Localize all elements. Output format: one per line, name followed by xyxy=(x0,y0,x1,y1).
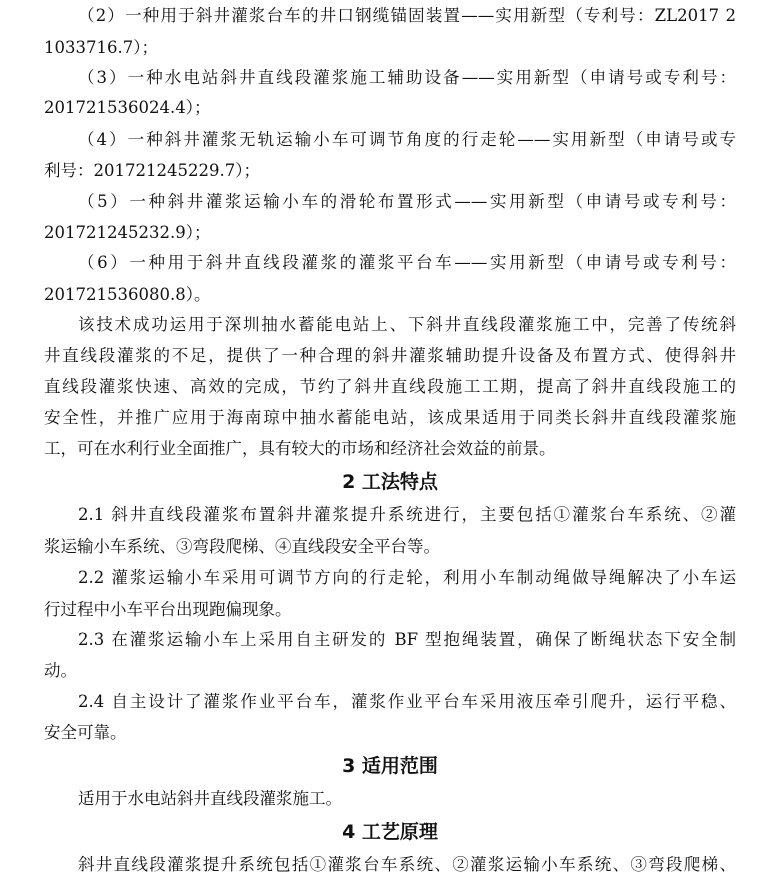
patent-2-line-1: （2）一种用于斜井灌浆台车的井口钢缆锚固装置——实用新型（专利号：ZL2017 2 xyxy=(78,6,736,25)
patent-3-line-1: （3）一种水电站斜井直线段灌浆施工辅助设备——实用新型（申请号或专利号： xyxy=(78,68,736,87)
summary-line-5: 工，可在水利行业全面推广，具有较大的市场和经济社会效益的前景。 xyxy=(44,439,556,458)
section-2-heading: 2 工法特点 xyxy=(342,471,438,493)
patent-6-line-2: 201721536080.8）。 xyxy=(44,285,211,304)
summary-line-2: 井直线段灌浆的不足，提供了一种合理的斜井灌浆辅助提升设备及布置方式、使得斜井 xyxy=(44,346,736,365)
feature-2-1-line-1: 2.1 斜井直线段灌浆布置斜井灌浆提升系统进行，主要包括①灌浆台车系统、②灌 xyxy=(78,505,736,524)
section-3-text: 适用于水电站斜井直线段灌浆施工。 xyxy=(78,789,342,808)
patent-3-line-2: 201721536024.4）； xyxy=(44,98,211,117)
summary-line-1: 该技术成功运用于深圳抽水蓄能电站上、下斜井直线段灌浆施工中，完善了传统斜 xyxy=(78,315,736,334)
summary-line-3: 直线段灌浆快速、高效的完成，节约了斜井直线段施工工期，提高了斜井直线段施工的 xyxy=(44,377,736,396)
section-4-text: 斜井直线段灌浆提升系统包括①灌浆台车系统、②灌浆运输小车系统、③弯段爬梯、 xyxy=(78,855,736,874)
feature-2-4-line-2: 安全可靠。 xyxy=(44,723,127,742)
patent-4-line-1: （4）一种斜井灌浆无轨运输小车可调节角度的行走轮——实用新型（申请号或专 xyxy=(78,130,736,149)
patent-5-line-2: 201721245232.9）； xyxy=(44,223,211,242)
section-4-heading: 4 工艺原理 xyxy=(342,821,438,843)
feature-2-3-line-1: 2.3 在灌浆运输小车上采用自主研发的 BF 型抱绳装置，确保了断绳状态下安全制 xyxy=(78,630,736,649)
patent-6-line-1: （6）一种用于斜井直线段灌浆的灌浆平台车——实用新型（申请号或专利号： xyxy=(78,253,736,272)
section-3-heading: 3 适用范围 xyxy=(342,755,438,777)
feature-2-2-line-1: 2.2 灌浆运输小车采用可调节方向的行走轮，利用小车制动绳做导绳解决了小车运 xyxy=(78,568,736,587)
summary-line-4: 安全性，并推广应用于海南琼中抽水蓄能电站，该成果适用于同类长斜井直线段灌浆施 xyxy=(44,408,736,427)
patent-2-line-2: 1033716.7）； xyxy=(44,38,158,57)
feature-2-2-line-2: 行过程中小车平台出现跑偏现象。 xyxy=(44,600,292,619)
patent-4-line-2: 利号：201721245229.7）； xyxy=(44,161,260,180)
feature-2-4-line-1: 2.4 自主设计了灌浆作业平台车，灌浆作业平台车采用液压牵引爬升，运行平稳、 xyxy=(78,692,736,711)
patent-5-line-1: （5）一种斜井灌浆运输小车的滑轮布置形式——实用新型（申请号或专利号： xyxy=(78,192,736,211)
feature-2-3-line-2: 动。 xyxy=(44,661,77,680)
feature-2-1-line-2: 浆运输小车系统、③弯段爬梯、④直线段安全平台等。 xyxy=(44,537,440,556)
